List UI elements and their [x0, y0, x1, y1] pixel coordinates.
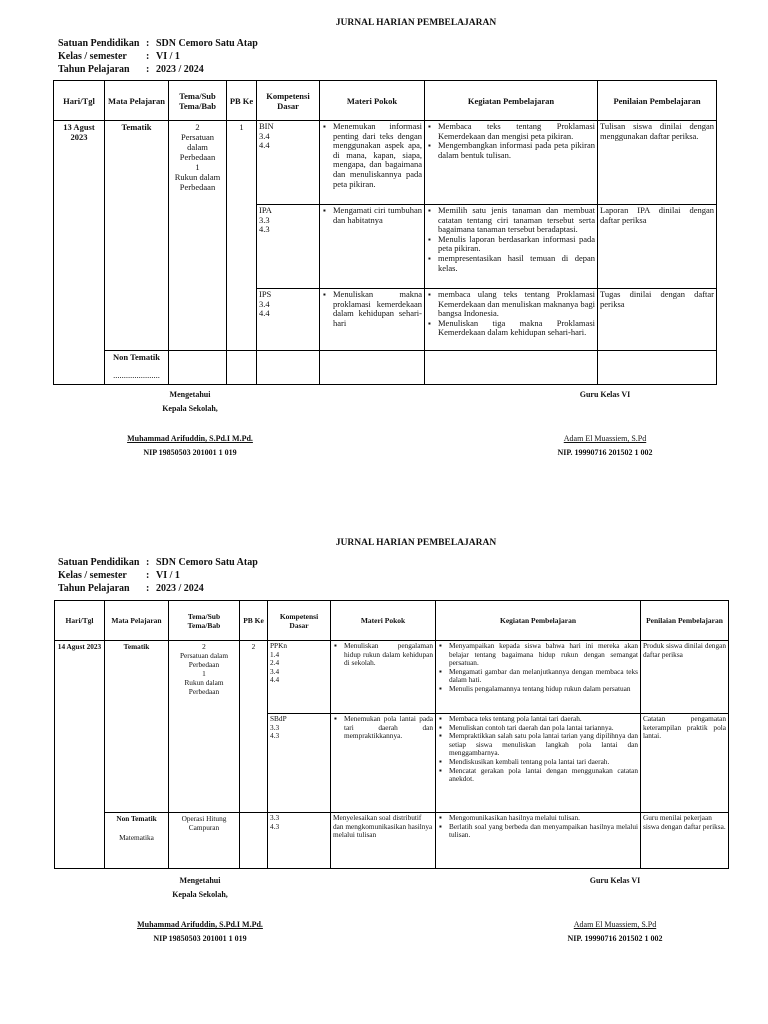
kd-cell: IPA 3.3 4.3	[257, 205, 320, 289]
kd-cell: IPS 3.4 4.4	[257, 289, 320, 351]
signature-left: Mengetahui Kepala Sekolah, Muhammad Arifuddin, S.Pd.I M.Pd. NIP 19850503 201001 1 019	[127, 390, 253, 457]
header-kegiatan: Kegiatan Pembelajaran	[436, 601, 641, 641]
subject-cell: Tematik	[105, 641, 169, 813]
penilaian-cell: Laporan IPA dinilai dengan daftar periksa	[598, 205, 717, 289]
header-hari-tgl: Hari/Tgl	[54, 81, 105, 121]
header-materi: Materi Pokok	[320, 81, 425, 121]
signature-right: Guru Kelas VI Adam El Muassiem, S.Pd NIP. 19990716 201502 1 002	[557, 390, 653, 457]
kd-cell: 3.3 4.3	[268, 813, 331, 869]
tema-cell: 2 Persatuan dalam Perbedaan 1 Rukun dalam Perbedaan	[169, 641, 240, 813]
materi-cell: Menyelesaikan soal distributif dan mengkomunikasikan hasilnya melalui tulisan	[331, 813, 436, 869]
header-kegiatan: Kegiatan Pembelajaran	[425, 81, 598, 121]
date-cell: 13 Agust 2023	[54, 121, 105, 385]
header-pb: PB Ke	[227, 81, 257, 121]
kegiatan-cell: ▪ Membaca teks tentang Proklamasi Kemerdekaan dan mengisi peta pikiran. ▪ Mengembangkan informasi pada peta pikiran dalam bentuk tulisan.	[425, 121, 598, 205]
kegiatan-cell: ▪ Menyampaikan kepada siswa bahwa hari ini mereka akan belajar tentang bagaimana hidup rukun dengan semangat persatuan. ▪ Mengamati gambar dan melanjutkannya dengan membaca teks dalam hati. ▪ Menulis pengalamannya tentang hidup rukun dalam persatuan	[436, 641, 641, 714]
journal-table	[53, 80, 717, 385]
penilaian-cell: Catatan pengamatan keterampilan praktik pola lantai.	[641, 714, 729, 813]
header-mata-pelajaran: Mata Pelajaran	[105, 601, 169, 641]
meta-block: Satuan Pendidikan : SDN Cemoro Satu Atap Kelas / semester : VI / 1 Tahun Pelajaran : 2023 / 2024	[58, 557, 258, 594]
pb-cell: 1	[227, 121, 257, 351]
kegiatan-cell: ▪ Mengomunikasikan hasilnya melalui tulisan. ▪ Berlatih soal yang berbeda dan menyampaikan hasilnya melalui tulisan.	[436, 813, 641, 869]
kd-cell: BIN 3.4 4.4	[257, 121, 320, 205]
materi-cell: ▪ Menuliskan pengalaman hidup rukun dalam kehidupan di sekolah.	[331, 641, 436, 714]
header-kd: Kompetensi Dasar	[268, 601, 331, 641]
pb-cell: 2	[240, 641, 268, 813]
journal-table	[54, 600, 729, 869]
kegiatan-cell: ▪ membaca ulang teks tentang Proklamasi Kemerdekaan dan menuliskan maknanya bagi bangsa Indonesia. ▪ Menuliskan tiga makna Proklamasi Kemerdekaan dalam kehidupan sehari-hari.	[425, 289, 598, 351]
kegiatan-cell: ▪ Memilih satu jenis tanaman dan membuat catatan tentang ciri tanaman tersebut serta bagaimana tanaman tersebut beradaptasi. ▪ Menulis laporan berdasarkan informasi pada peta pikiran. ▪ mempresentasikan hasil temuan di depan kelas.	[425, 205, 598, 289]
subject-cell: Tematik	[105, 121, 169, 351]
header-hari-tgl: Hari/Tgl	[55, 601, 105, 641]
header-kd: Kompetensi Dasar	[257, 81, 320, 121]
kd-cell: PPKn 1.4 2.4 3.4 4.4	[268, 641, 331, 714]
page-title: JURNAL HARIAN PEMBELAJARAN	[335, 538, 497, 548]
non-tematik-cell: Non Tematik ......................	[105, 351, 169, 385]
penilaian-cell: Tulisan siswa dinilai dengan menggunakan daftar periksa.	[598, 121, 717, 205]
penilaian-cell: Guru menilai pekerjaan siswa dengan daftar periksa.	[641, 813, 729, 869]
penilaian-cell: Produk siswa dinilai dengan daftar periksa	[641, 641, 729, 714]
date-cell: 14 Agust 2023	[55, 641, 105, 869]
meta-block: Satuan Pendidikan : SDN Cemoro Satu Atap Kelas / semester : VI / 1 Tahun Pelajaran : 2023 / 2024	[58, 38, 258, 75]
materi-cell: ▪ Mengamati ciri tumbuhan dan habitatnya	[320, 205, 425, 289]
page-title: JURNAL HARIAN PEMBELAJARAN	[335, 18, 497, 28]
signature-left: Mengetahui Kepala Sekolah, Muhammad Arifuddin, S.Pd.I M.Pd. NIP 19850503 201001 1 019	[137, 876, 263, 943]
header-materi: Materi Pokok	[331, 601, 436, 641]
materi-cell: ▪ Menemukan pola lantai pada tari daerah dan mempraktikkannya.	[331, 714, 436, 813]
kd-cell: SBdP 3.3 4.3	[268, 714, 331, 813]
kegiatan-cell: ▪ Membaca teks tentang pola lantai tari daerah. ▪ Menuliskan contoh tari daerah dan pola lantai tariannya. ▪ Mempraktikkan salah satu pola lantai tarian yang dipilihnya dan setiap siswa menuliskan langkah pola lantai dan menggambarnya. ▪ Mendiskusikan kembali tentang pola lantai tari daerah. ▪ Mencatat gerakan pola lantai dengan menggunakan catatan anekdot.	[436, 714, 641, 813]
journal-page-2	[0, 512, 768, 1024]
materi-cell: ▪ Menemukan informasi penting dari teks dengan menggunakan aspek apa, di mana, kapan, siapa, mengapa, dan bagaimana dan menuliskannya pada peta pikiran.	[320, 121, 425, 205]
header-pb: PB Ke	[240, 601, 268, 641]
header-penilaian: Penilaian Pembelajaran	[641, 601, 729, 641]
header-tema: Tema/Sub Tema/Bab	[169, 81, 227, 121]
header-penilaian: Penilaian Pembelajaran	[598, 81, 717, 121]
signature-right: Guru Kelas VI Adam El Muassiem, S.Pd NIP. 19990716 201502 1 002	[567, 876, 663, 943]
materi-cell: ▪ Menuliskan makna proklamasi kemerdekaan dalam kehidupan sehari-hari	[320, 289, 425, 351]
penilaian-cell: Tugas dinilai dengan daftar periksa	[598, 289, 717, 351]
header-mata-pelajaran: Mata Pelajaran	[105, 81, 169, 121]
non-tematik-cell: Non Tematik Matematika	[105, 813, 169, 869]
tema-cell: 2 Persatuan dalam Perbedaan 1 Rukun dalam Perbedaan	[169, 121, 227, 351]
header-tema: Tema/Sub Tema/Bab	[169, 601, 240, 641]
non-tematik-tema: Operasi Hitung Campuran	[169, 813, 240, 869]
